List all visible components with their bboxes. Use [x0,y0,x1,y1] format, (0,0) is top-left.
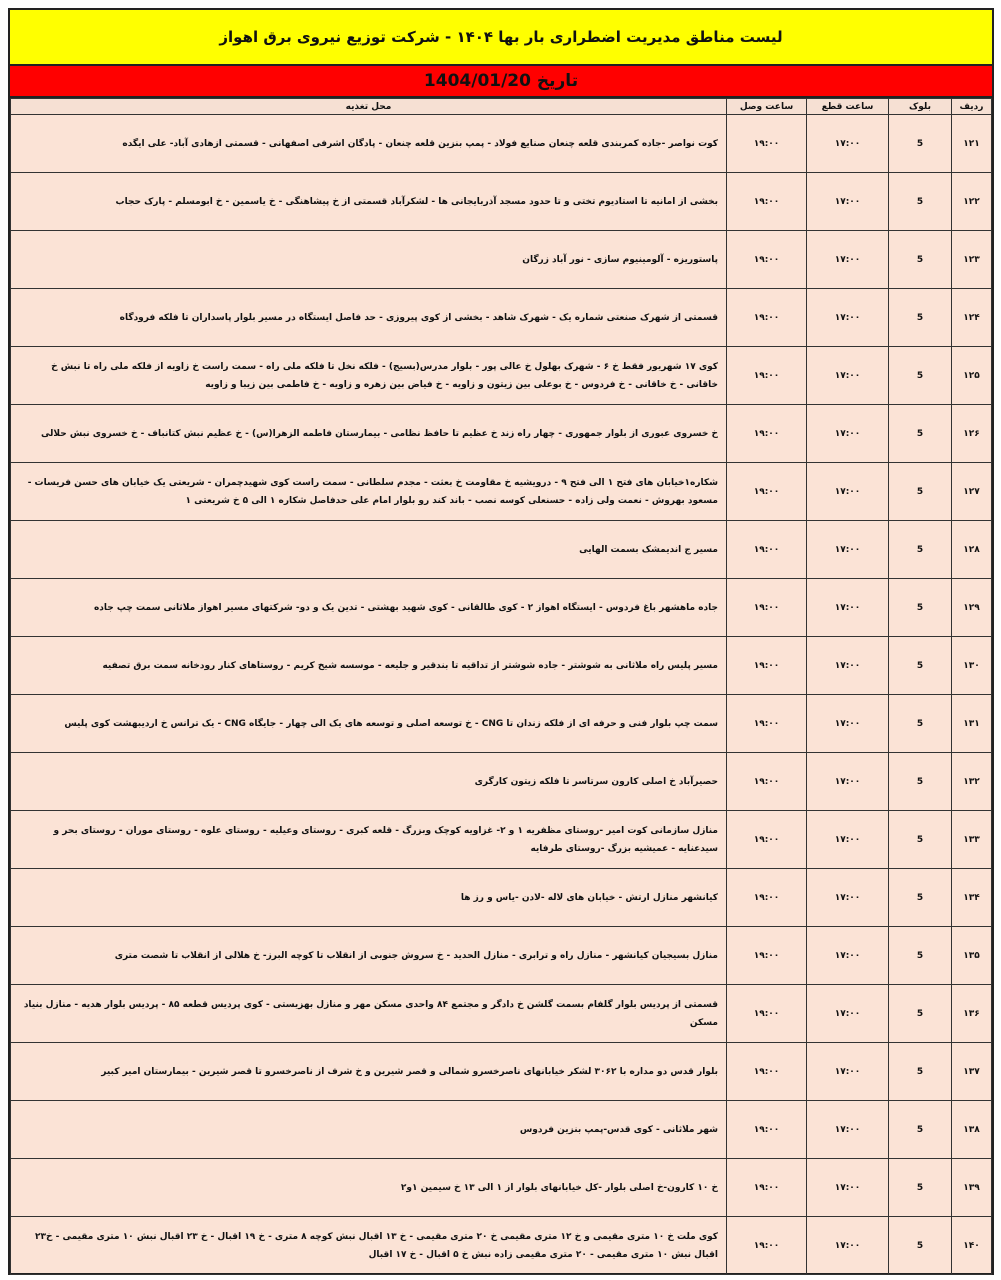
row-area: مسیر پلیس راه ملاثانی به شوشتر - جاده شوشتر از تداقیه تا بندقیر و جلیعه - موسسه شیخ کریم - روستاهای کنار رودخانه سمت برق تصفیه [11,637,727,695]
header-block: بلوک [889,99,952,115]
row-area: پاستوریزه - آلومینیوم سازی - نور آباد زرگان [11,231,727,289]
row-cut-time: ۱۷:۰۰ [807,927,889,985]
row-cut-time: ۱۷:۰۰ [807,521,889,579]
row-cut-time: ۱۷:۰۰ [807,637,889,695]
table-row [11,695,992,753]
table-header-row [11,99,992,115]
table-row [11,347,992,405]
row-connect-time: ۱۹:۰۰ [727,1217,807,1275]
row-cut-time: ۱۷:۰۰ [807,115,889,173]
row-connect-time: ۱۹:۰۰ [727,927,807,985]
row-cut-time: ۱۷:۰۰ [807,347,889,405]
row-index: ۱۳۲ [952,753,992,811]
row-connect-time: ۱۹:۰۰ [727,869,807,927]
row-connect-time: ۱۹:۰۰ [727,811,807,869]
row-index: ۱۲۹ [952,579,992,637]
row-connect-time: ۱۹:۰۰ [727,521,807,579]
row-area: بلوار قدس دو مداره با ۳۰۶۲ لشکر خیابانهای ناصرخسرو شمالی و قصر شیرین و خ شرف از ناصرخسرو تا قصر شیرین - بیمارستان امیر کبیر [11,1043,727,1101]
row-connect-time: ۱۹:۰۰ [727,231,807,289]
row-index: ۱۲۲ [952,173,992,231]
row-connect-time: ۱۹:۰۰ [727,1043,807,1101]
row-index: ۱۲۵ [952,347,992,405]
row-area: منازل بسیجیان کیانشهر - منازل راه و ترابری - منازل الحدید - خ سروش جنوبی از انقلاب تا کوچه البرز- خ هلالی از انقلاب تا شصت متری [11,927,727,985]
outage-table [10,98,992,1275]
row-cut-time: ۱۷:۰۰ [807,231,889,289]
table-row [11,811,992,869]
row-index: ۱۲۴ [952,289,992,347]
row-cut-time: ۱۷:۰۰ [807,579,889,637]
sheet-date: تاریخ 1404/01/20 [10,66,992,98]
row-cut-time: ۱۷:۰۰ [807,405,889,463]
row-connect-time: ۱۹:۰۰ [727,347,807,405]
row-connect-time: ۱۹:۰۰ [727,637,807,695]
row-block: 5 [889,869,952,927]
row-block: 5 [889,985,952,1043]
row-block: 5 [889,289,952,347]
row-connect-time: ۱۹:۰۰ [727,1101,807,1159]
row-area: کوی ملت خ ۱۰ متری مقیمی و خ ۱۲ متری مقیمی خ ۲۰ متری مقیمی - خ ۱۳ اقبال نبش کوچه ۸ متری - خ ۱۹ اقبال - خ ۲۳ اقبال نبش ۱۰ متری مقیمی - خ۲۳ اقبال نبش ۱۰ متری مقیمی - ۲۰ متری مقیمی زاده نبش خ ۵ اقبال - خ ۱۷ اقبال [11,1217,727,1275]
row-cut-time: ۱۷:۰۰ [807,985,889,1043]
table-row [11,869,992,927]
table-row [11,173,992,231]
row-index: ۱۲۳ [952,231,992,289]
row-cut-time: ۱۷:۰۰ [807,173,889,231]
row-block: 5 [889,231,952,289]
row-block: 5 [889,811,952,869]
row-connect-time: ۱۹:۰۰ [727,115,807,173]
row-area: بخشی از امانیه تا استادیوم تختی و تا حدود مسجد آذربایجانی ها - لشکرآباد قسمتی از خ پیشاهنگی - خ یاسمین - خ ابومسلم - پارک حجاب [11,173,727,231]
row-area: قسمتی از شهرک صنعتی شماره یک - شهرک شاهد - بخشی از کوی پیروزی - حد فاصل ایستگاه در مسیر بلوار پاسداران تا فلکه فرودگاه [11,289,727,347]
row-area: کوی ۱۷ شهریور فقط خ ۶ - شهرک بهلول خ عالی پور - بلوار مدرس(بسیج) - فلکه نخل تا فلکه ملی راه - سمت راست خ زاویه از فلکه ملی راه تا نبش خ خاقانی - خ خاقانی - خ فردوس - خ بوعلی بین زیتون و زاویه - خ فیاض بین زهره و زاویه - خ فاطمی بین زیبا و زاویه [11,347,727,405]
row-index: ۱۳۶ [952,985,992,1043]
header-index: ردیف [952,99,992,115]
row-connect-time: ۱۹:۰۰ [727,173,807,231]
schedule-sheet [8,8,994,1275]
row-cut-time: ۱۷:۰۰ [807,811,889,869]
row-connect-time: ۱۹:۰۰ [727,1159,807,1217]
row-cut-time: ۱۷:۰۰ [807,695,889,753]
row-connect-time: ۱۹:۰۰ [727,289,807,347]
row-cut-time: ۱۷:۰۰ [807,463,889,521]
row-connect-time: ۱۹:۰۰ [727,579,807,637]
row-block: 5 [889,1159,952,1217]
table-row [11,463,992,521]
row-index: ۱۲۱ [952,115,992,173]
row-cut-time: ۱۷:۰۰ [807,753,889,811]
row-area: قسمتی از پردیس بلوار گلفام بسمت گلشن خ دادگر و مجتمع ۸۴ واحدی مسکن مهر و منازل بهزیستی - کوی پردیس قطعه ۸۵ - پردیس بلوار هدیه - منازل بنیاد مسکن [11,985,727,1043]
table-row [11,289,992,347]
table-row [11,1159,992,1217]
row-index: ۱۳۱ [952,695,992,753]
row-cut-time: ۱۷:۰۰ [807,1101,889,1159]
row-area: خ ۱۰ کارون-خ اصلی بلوار -کل خیابانهای بلوار از ۱ الی ۱۳ خ سیمین ۱و۲ [11,1159,727,1217]
header-cut-time: ساعت قطع [807,99,889,115]
row-block: 5 [889,347,952,405]
table-row [11,405,992,463]
row-area: جاده ماهشهر باغ فردوس - ایستگاه اهواز ۲ - کوی طالقانی - کوی شهید بهشتی - تدین یک و دو- شرکتهای مسیر اهواز ملاثانی سمت چپ جاده [11,579,727,637]
row-area: مسیر ج اندیمشک بسمت الهایی [11,521,727,579]
row-cut-time: ۱۷:۰۰ [807,1043,889,1101]
header-area: محل تغذیه [11,99,727,115]
row-index: ۱۲۷ [952,463,992,521]
row-block: 5 [889,637,952,695]
table-row [11,1101,992,1159]
row-index: ۱۴۰ [952,1217,992,1275]
row-connect-time: ۱۹:۰۰ [727,985,807,1043]
row-block: 5 [889,927,952,985]
row-block: 5 [889,1217,952,1275]
table-row [11,231,992,289]
table-row [11,927,992,985]
table-row [11,985,992,1043]
row-block: 5 [889,405,952,463]
row-block: 5 [889,115,952,173]
row-area: شکاره۱خیابان های فتح ۱ الی فتح ۹ - درویشیه خ مقاومت خ بعثت - مجدم سلطانی - سمت راست کوی شهیدچمران - شریعتی یک خیابان های حسن فریسات - مسعود بهروش - نعمت ولی زاده - حسنعلی کوسه نصب - باند کند رو بلوار امام علی حدفاصل شکاره ۱ الی ۵ خ شریعتی ۱ [11,463,727,521]
row-block: 5 [889,521,952,579]
row-area: حصیرآباد خ اصلی کارون سرتاسر تا فلکه زیتون کارگری [11,753,727,811]
header-connect-time: ساعت وصل [727,99,807,115]
row-area: کوت نواصر -جاده کمربندی قلعه چنعان صنایع فولاد - پمپ بنزین قلعه چنعان - پادگان اشرفی اصفهانی - قسمتی ازهادی آباد- علی ایگده [11,115,727,173]
table-row [11,579,992,637]
sheet-title: لیست مناطق مدیریت اضطراری بار بها ۱۴۰۴ - شرکت توزیع نیروی برق اهواز [10,10,992,66]
row-cut-time: ۱۷:۰۰ [807,1159,889,1217]
row-index: ۱۳۵ [952,927,992,985]
row-connect-time: ۱۹:۰۰ [727,405,807,463]
row-index: ۱۲۸ [952,521,992,579]
row-index: ۱۳۰ [952,637,992,695]
row-block: 5 [889,1101,952,1159]
row-block: 5 [889,463,952,521]
row-area: خ خسروی عبوری از بلوار جمهوری - چهار راه زند خ عظیم تا حافظ نظامی - بیمارستان فاطمه الزهرا(س) - خ عظیم نبش کتانباف - خ خسروی نبش حلالی [11,405,727,463]
row-area: شهر ملاثانی - کوی قدس-پمپ بنزین فردوس [11,1101,727,1159]
row-connect-time: ۱۹:۰۰ [727,753,807,811]
row-area: منازل سازمانی کوت امیر -روستای مظفریه ۱ و ۲- غزاویه کوچک وبزرگ - قلعه کبری - روستای وعیلیه - روستای علوه - روستای موران - روستای بحر و سیدعنایه - عمیشیه بزرگ -روستای طرفایه [11,811,727,869]
row-index: ۱۳۴ [952,869,992,927]
row-area: کیانشهر منازل ارتش - خیابان های لاله -لادن -یاس و رز ها [11,869,727,927]
table-row [11,1043,992,1101]
row-block: 5 [889,753,952,811]
row-area: سمت چپ بلوار فنی و حرفه ای از فلکه زندان تا CNG - خ توسعه اصلی و توسعه های یک الی چهار - جایگاه CNG - یک ترانس خ اردیبهشت کوی پلیس [11,695,727,753]
row-index: ۱۳۹ [952,1159,992,1217]
row-cut-time: ۱۷:۰۰ [807,289,889,347]
row-index: ۱۲۶ [952,405,992,463]
row-block: 5 [889,579,952,637]
row-index: ۱۳۳ [952,811,992,869]
table-row [11,753,992,811]
row-block: 5 [889,1043,952,1101]
row-index: ۱۳۸ [952,1101,992,1159]
table-row [11,521,992,579]
row-block: 5 [889,695,952,753]
row-cut-time: ۱۷:۰۰ [807,869,889,927]
table-row [11,637,992,695]
row-block: 5 [889,173,952,231]
row-cut-time: ۱۷:۰۰ [807,1217,889,1275]
table-row [11,1217,992,1275]
table-row [11,115,992,173]
row-connect-time: ۱۹:۰۰ [727,463,807,521]
row-index: ۱۳۷ [952,1043,992,1101]
row-connect-time: ۱۹:۰۰ [727,695,807,753]
